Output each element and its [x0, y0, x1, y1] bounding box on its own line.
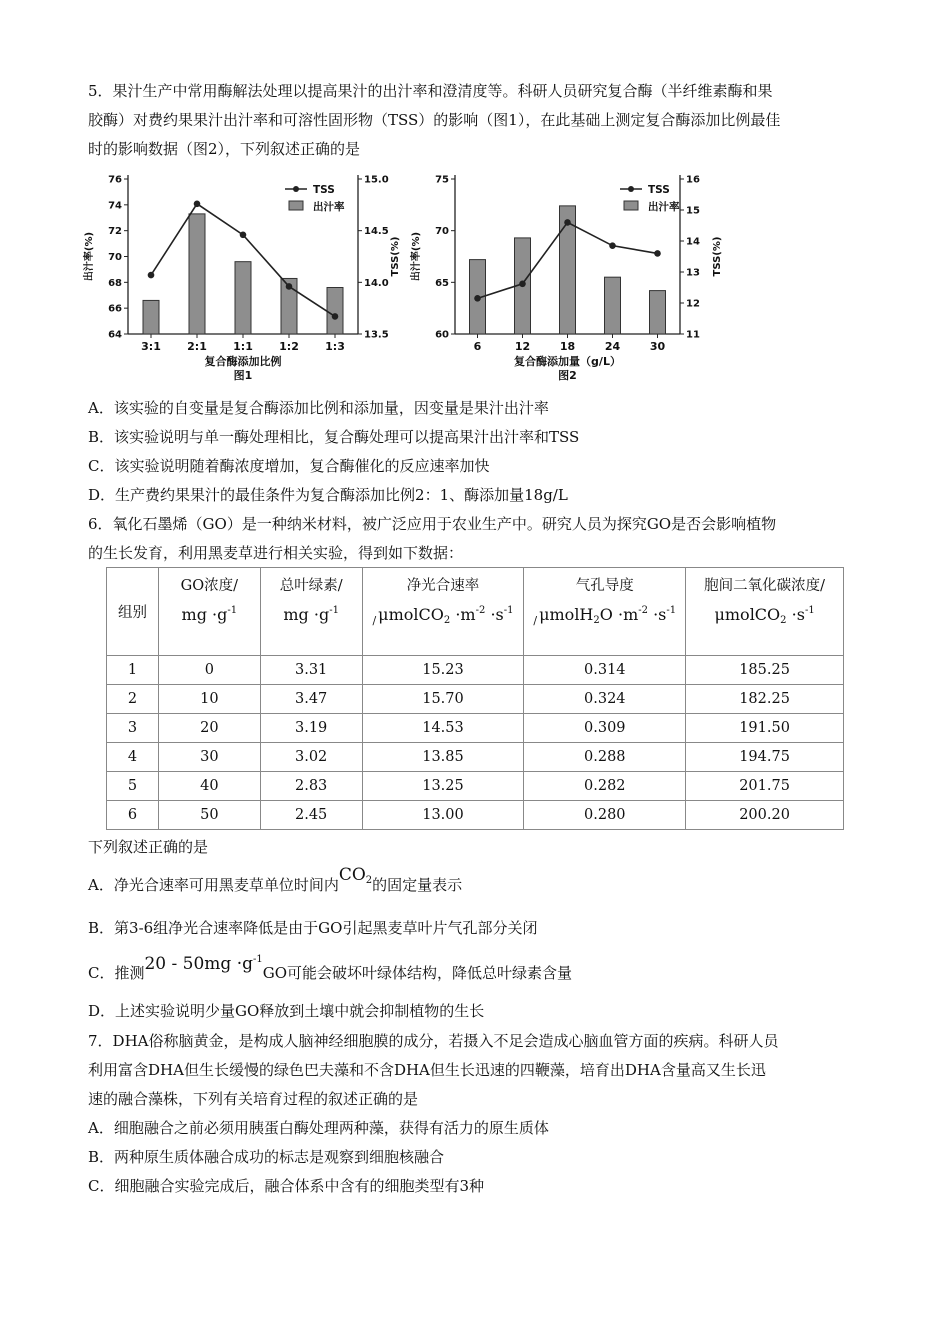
- cell-group: 6: [107, 801, 159, 830]
- y2-axis-label: TSS(%): [390, 236, 401, 277]
- x-tick-label: 18: [559, 340, 576, 353]
- y2-tick-label: 15: [686, 205, 700, 217]
- tss-point: [148, 272, 155, 279]
- cell-chlorophyll: 3.47: [260, 685, 362, 714]
- legend-tss: TSS: [648, 184, 670, 196]
- cell-group: 3: [107, 714, 159, 743]
- x-tick-label: 24: [604, 340, 621, 353]
- legend-point-swatch: [293, 186, 299, 192]
- header-group: 组别: [107, 568, 159, 656]
- bar: [189, 214, 205, 334]
- cell-go: 40: [158, 772, 260, 801]
- bar: [143, 300, 159, 334]
- y-tick-label: 74: [108, 200, 122, 212]
- x-axis-label: 复合酶添加比例: [204, 355, 282, 368]
- y2-tick-label: 11: [686, 329, 700, 341]
- q6-option-c: C．推测$20 - 50mg \cdot g^{-1}GO$可能会破坏叶绿体结构，降低总叶绿素含量: [88, 954, 573, 982]
- y2-tick-label: 13.5: [364, 329, 389, 341]
- tss-point: [654, 250, 661, 257]
- tss-point: [564, 219, 571, 226]
- q7-stem-line3: 速的融合藻株，下列有关培育过程的叙述正确的是: [88, 1090, 419, 1108]
- cell-go: 20: [158, 714, 260, 743]
- y2-axis-label: TSS(%): [712, 236, 723, 277]
- cell-net-photosynthesis: 13.85: [362, 743, 524, 772]
- table-row: [107, 743, 844, 772]
- cell-net-photosynthesis: 13.00: [362, 801, 524, 830]
- q6-option-d: D．上述实验说明少量GO释放到土壤中就会抑制植物的生长: [88, 1002, 485, 1020]
- legend-point-swatch: [628, 186, 634, 192]
- q5-stem-line1: 5．果汁生产中常用酶解法处理以提高果汁的出汁率和澄清度等。科研人员研究复合酶（半纤维素酶和果: [88, 82, 773, 100]
- bar: [235, 262, 251, 334]
- tss-point: [519, 280, 526, 287]
- y2-tick-label: 13: [686, 267, 700, 279]
- cell-stomatal-conductance: 0.324: [524, 685, 686, 714]
- cell-stomatal-conductance: 0.282: [524, 772, 686, 801]
- table-row: [107, 714, 844, 743]
- q6-prompt: 下列叙述正确的是: [88, 838, 209, 856]
- table-row: [107, 801, 844, 830]
- cell-chlorophyll: 3.19: [260, 714, 362, 743]
- y-tick-label: 72: [108, 226, 122, 238]
- cell-net-photosynthesis: 14.53: [362, 714, 524, 743]
- table-row: [107, 685, 844, 714]
- q6-stem-line1: 6．氧化石墨烯（GO）是一种纳米材料，被广泛应用于农业生产中。研究人员为探究GO是否会影响植物: [88, 515, 777, 533]
- figure-1-chart: [84, 168, 410, 383]
- header-stomatal-conductance: 气孔导度 $_/$ μmolH$_2$O $\cdot m^{-2} \cdot s^{-1}$: [524, 568, 686, 656]
- y2-tick-label: 14: [686, 236, 700, 248]
- y-tick-label: 66: [108, 303, 122, 315]
- cell-intercellular-co2: 201.75: [686, 772, 844, 801]
- cell-net-photosynthesis: 15.70: [362, 685, 524, 714]
- y2-tick-label: 15.0: [364, 174, 389, 186]
- q5-option-d: D．生产费约果果汁的最佳条件为复合酶添加比例2：1、酶添加量18g/L: [88, 486, 568, 504]
- cell-chlorophyll: 3.02: [260, 743, 362, 772]
- cell-group: 4: [107, 743, 159, 772]
- bar: [605, 277, 621, 334]
- bar: [327, 288, 343, 335]
- cell-intercellular-co2: 194.75: [686, 743, 844, 772]
- cell-stomatal-conductance: 0.314: [524, 656, 686, 685]
- cell-intercellular-co2: 191.50: [686, 714, 844, 743]
- cell-go: 10: [158, 685, 260, 714]
- cell-go: 30: [158, 743, 260, 772]
- table-row: [107, 656, 844, 685]
- y-tick-label: 68: [108, 277, 122, 289]
- y-tick-label: 64: [108, 329, 122, 341]
- tss-point: [286, 283, 293, 290]
- y-tick-label: 70: [108, 252, 122, 263]
- y-tick-label: 65: [435, 277, 449, 289]
- legend-tss: TSS: [313, 184, 335, 196]
- legend-bar-swatch: [289, 201, 303, 210]
- cell-intercellular-co2: 185.25: [686, 656, 844, 685]
- figure-title: 图1: [233, 369, 253, 382]
- figure-1-svg: [84, 168, 410, 383]
- go-data-table: [106, 567, 844, 830]
- x-tick-label: 12: [514, 340, 531, 353]
- tss-point: [332, 313, 339, 320]
- cell-group: 5: [107, 772, 159, 801]
- bar: [650, 291, 666, 334]
- y2-tick-label: 14.0: [364, 277, 389, 289]
- cell-net-photosynthesis: 13.25: [362, 772, 524, 801]
- figure-2-chart: [411, 168, 755, 383]
- header-total-chlorophyll: 总叶绿素/ mg $\cdot g^{-1}$: [260, 568, 362, 656]
- legend-yield: 出汁率: [313, 201, 345, 213]
- cell-intercellular-co2: 200.20: [686, 801, 844, 830]
- header-intercellular-co2: 胞间二氧化碳浓度/ μmolCO$_2$ $\cdot s^{-1}$: [686, 568, 844, 656]
- cell-group: 2: [107, 685, 159, 714]
- q6-option-a: A．净光合速率可用黑麦草单位时间内$CO_2$的固定量表示: [88, 865, 463, 894]
- cell-chlorophyll: 2.83: [260, 772, 362, 801]
- tss-point: [194, 201, 201, 208]
- q7-stem-line2: 利用富含DHA但生长缓慢的绿色巴夫藻和不含DHA但生长迅速的四鞭藻，培育出DHA含量高又生长迅: [88, 1061, 766, 1079]
- tss-point: [609, 242, 616, 249]
- y-axis-label: 出汁率(%): [84, 231, 95, 282]
- q7-option-b: B．两种原生质体融合成功的标志是观察到细胞核融合: [88, 1148, 445, 1166]
- x-tick-label: 1:2: [279, 340, 299, 353]
- tss-point: [240, 232, 247, 239]
- cell-go: 0: [158, 656, 260, 685]
- y2-tick-label: 14.5: [364, 226, 389, 238]
- y-tick-label: 70: [435, 226, 449, 238]
- table-header-row: [107, 568, 844, 656]
- tss-point: [474, 295, 481, 302]
- cell-intercellular-co2: 182.25: [686, 685, 844, 714]
- y-tick-label: 60: [435, 329, 449, 341]
- cell-stomatal-conductance: 0.309: [524, 714, 686, 743]
- q5-option-c: C．该实验说明随着酶浓度增加，复合酶催化的反应速率加快: [88, 457, 490, 475]
- cell-go: 50: [158, 801, 260, 830]
- cell-group: 1: [107, 656, 159, 685]
- q5-option-b: B．该实验说明与单一酶处理相比，复合酶处理可以提高果汁出汁率和TSS: [88, 428, 580, 446]
- legend-bar-swatch: [624, 201, 638, 210]
- header-net-photosynthesis: 净光合速率 $_/$ μmolCO$_2$ $\cdot m^{-2} \cdot s^{-1}$: [362, 568, 524, 656]
- x-tick-label: 1:1: [233, 340, 253, 353]
- figure-title: 图2: [558, 369, 577, 382]
- x-axis-label: 复合酶添加量（g/L）: [514, 355, 621, 368]
- x-tick-label: 30: [649, 340, 666, 353]
- cell-chlorophyll: 3.31: [260, 656, 362, 685]
- y-tick-label: 75: [435, 174, 449, 186]
- q7-option-a: A．细胞融合之前必须用胰蛋白酶处理两种藻，获得有活力的原生质体: [88, 1119, 549, 1137]
- y-axis-label: 出汁率(%): [411, 231, 422, 282]
- figure-2-svg: [411, 168, 755, 383]
- cell-net-photosynthesis: 15.23: [362, 656, 524, 685]
- y2-tick-label: 16: [686, 174, 700, 186]
- q6-stem-line2: 的生长发育，利用黑麦草进行相关实验，得到如下数据：: [88, 544, 464, 562]
- legend-yield: 出汁率: [648, 201, 680, 213]
- q7-option-c: C．细胞融合实验完成后，融合体系中含有的细胞类型有3种: [88, 1177, 485, 1195]
- x-tick-label: 1:3: [325, 340, 345, 353]
- x-tick-label: 2:1: [187, 340, 207, 353]
- q5-stem-line2: 胶酶）对费约果果汁出汁率和可溶性固形物（TSS）的影响（图1），在此基础上测定复合酶添加比例最佳: [88, 111, 781, 129]
- q6-option-b: B．第3-6组净光合速率降低是由于GO引起黑麦草叶片气孔部分关闭: [88, 919, 538, 937]
- q5-stem-line3: 时的影响数据（图2），下列叙述正确的是: [88, 140, 361, 158]
- header-go-concentration: GO浓度/ mg $\cdot g^{-1}$: [158, 568, 260, 656]
- q7-stem-line1: 7．DHA俗称脑黄金，是构成人脑神经细胞膜的成分，若摄入不足会造成心脑血管方面的疾病。科研人员: [88, 1032, 779, 1050]
- y-tick-label: 76: [108, 174, 122, 186]
- q5-option-a: A．该实验的自变量是复合酶添加比例和添加量，因变量是果汁出汁率: [88, 399, 549, 417]
- cell-stomatal-conductance: 0.288: [524, 743, 686, 772]
- cell-chlorophyll: 2.45: [260, 801, 362, 830]
- x-tick-label: 6: [473, 340, 482, 353]
- x-tick-label: 3:1: [141, 340, 161, 353]
- table-row: [107, 772, 844, 801]
- cell-stomatal-conductance: 0.280: [524, 801, 686, 830]
- y2-tick-label: 12: [686, 298, 700, 310]
